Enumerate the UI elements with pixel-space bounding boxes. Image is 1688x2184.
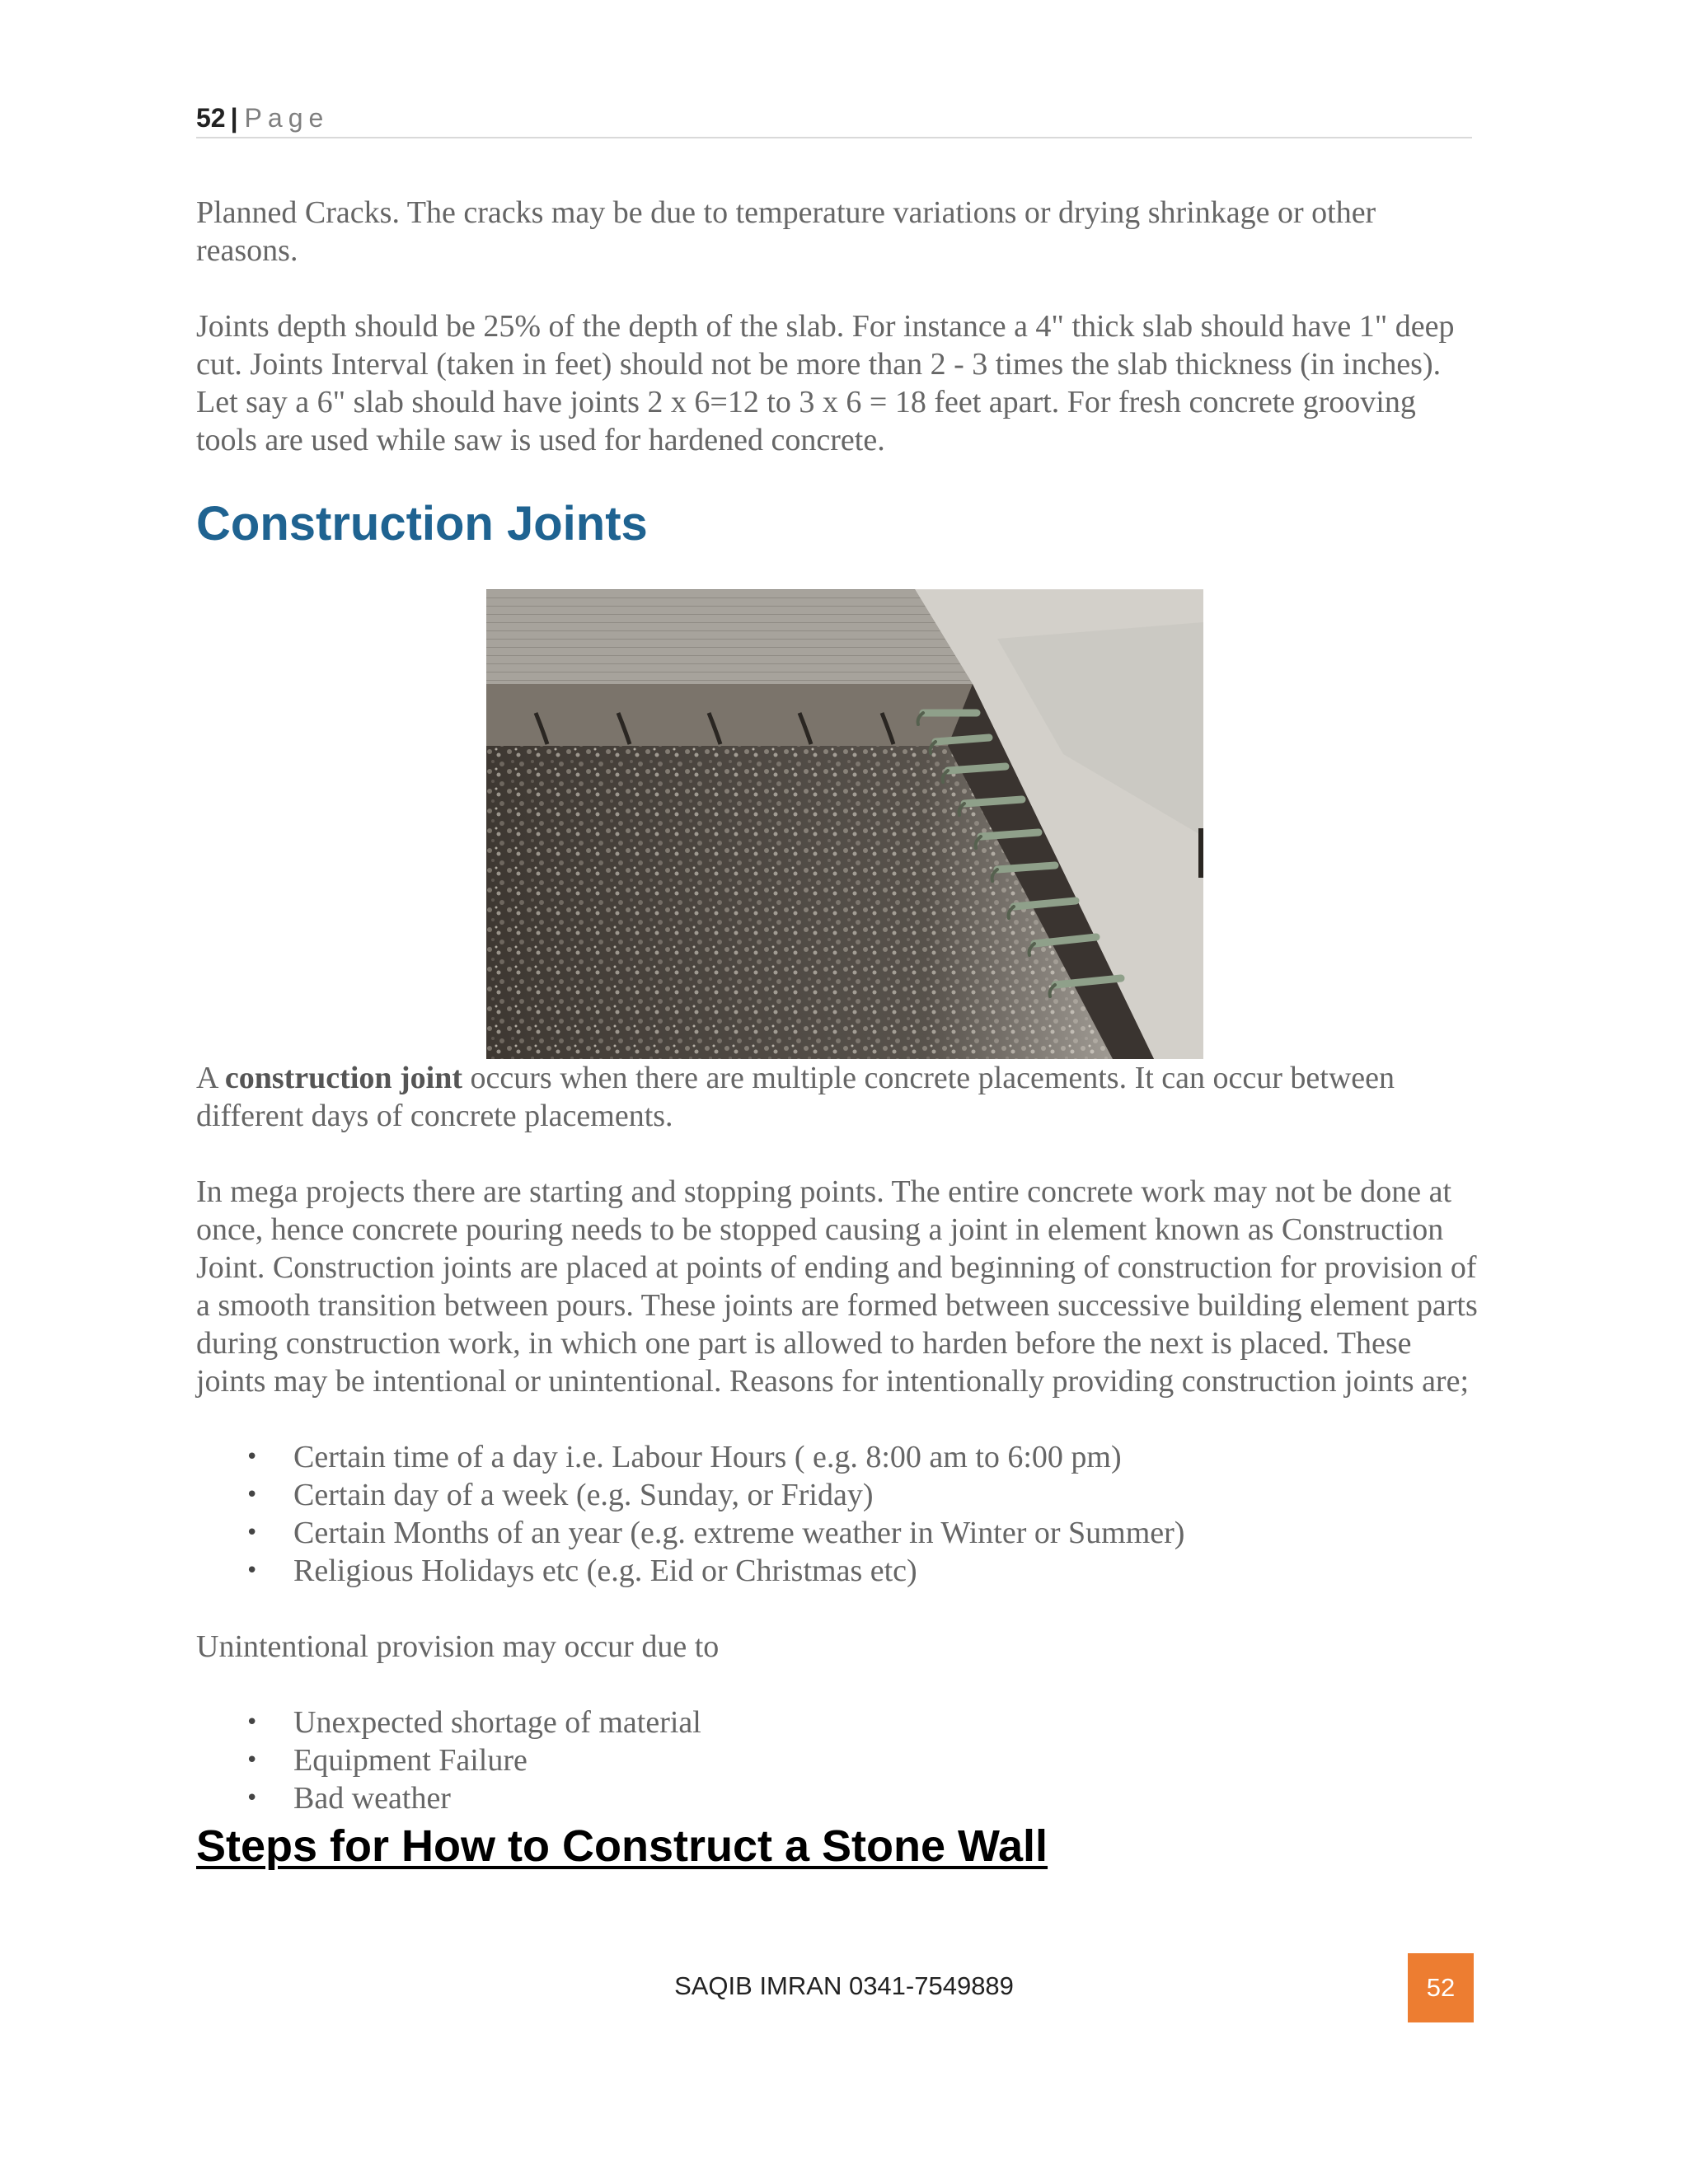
paragraph-joint-depth: Joints depth should be 25% of the depth of the slab. For instance a 4" thick slab should have 1" deep cut. Joints Interval (taken in feet) should not be more than 2 - 3 times the slab thickness (in inches). Let say a 6" slab should have joints 2 x 6=12 to 3 x 6 = 18 feet apart. For fresh concrete grooving tools are used while saw is used for hardened concrete. [196,309,1455,457]
definition-prefix: A [196,1061,218,1095]
paragraph-construction-joint-definition [196,1059,1482,1135]
list-item: • Certain day of a week (e.g. Sunday, or Friday) [246,1478,874,1512]
bullet-icon: • [246,1521,259,1545]
list-item: • Certain Months of an year (e.g. extreme weather in Winter or Summer) [246,1516,1185,1550]
unintentional-reasons-list [196,1704,1482,1817]
list-item: • Unexpected shortage of material [246,1705,701,1740]
bullet-icon: • [246,1748,259,1773]
bullet-icon: • [246,1710,259,1735]
header-page-word: Page [244,103,330,133]
paragraph-planned-cracks: Planned Cracks. The cracks may be due to temperature variations or drying shrinkage or other reasons. [196,195,1376,268]
construction-joint-photo [486,589,1203,1059]
bullet-icon: • [246,1558,259,1583]
list-item: • Religious Holidays etc (e.g. Eid or Christmas etc) [246,1554,917,1588]
bullet-icon: • [246,1786,259,1811]
header-page-number: 52 [196,103,226,133]
page-header [196,97,1472,138]
footer-author: SAQIB IMRAN 0341-7549889 [674,1971,1014,2000]
heading-construction-joints: Construction Joints [196,497,648,551]
list-item: • Bad weather [246,1781,451,1816]
definition-term: construction joint [224,1061,463,1095]
page-content [196,194,1482,1875]
paragraph-mega-projects: In mega projects there are starting and stopping points. The entire concrete work may not be done at once, hence concrete pouring needs to be stopped causing a joint in element known as Construction Joint. Construction joints are placed at points of ending and beginning of construction for provision of a smooth transition between pours. These joints are formed between successive building element parts during construction work, in which one part is allowed to harden before the next is placed. These joints may be intentional or unintentional. Reasons for intentionally providing construction joints are; [196,1174,1478,1399]
paragraph-unintentional: Unintentional provision may occur due to [196,1629,720,1664]
definition-text: occurs when there are multiple concrete placements. It can occur between different days of concrete placements. [196,1061,1395,1133]
bullet-icon: • [246,1445,259,1469]
heading-stone-wall-steps: Steps for How to Construct a Stone Wall [196,1821,1048,1871]
bullet-icon: • [246,1483,259,1507]
header-separator: | [230,103,238,133]
list-item: • Certain time of a day i.e. Labour Hours ( e.g. 8:00 am to 6:00 pm) [246,1440,1122,1474]
footer-page-badge: 52 [1408,1953,1474,2022]
intentional-reasons-list [196,1438,1482,1590]
list-item: • Equipment Failure [246,1743,528,1778]
